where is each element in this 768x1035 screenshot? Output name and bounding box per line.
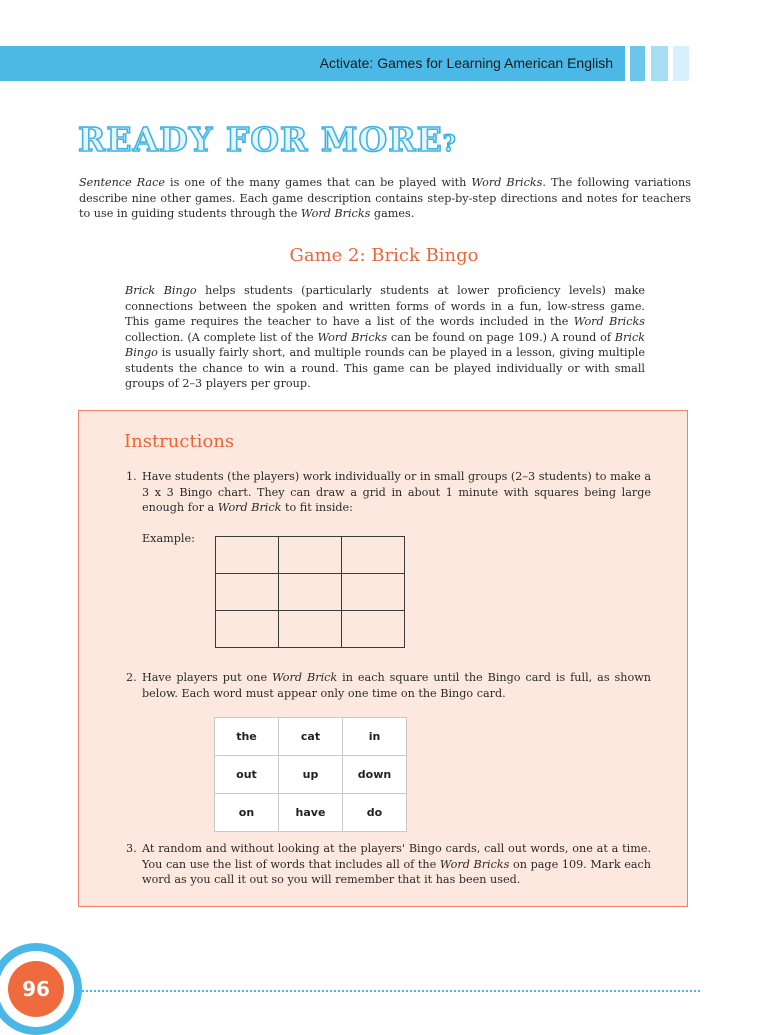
bingo-word: have bbox=[279, 794, 343, 832]
step-text bbox=[142, 670, 651, 701]
step-text-part: Have players put one bbox=[142, 671, 273, 684]
intro-text: . The following variations describe nine other games. Each game description contains step-by-step directions and notes for teachers to use in guiding students through the bbox=[79, 176, 691, 220]
intro-word-bricks: Word Bricks bbox=[300, 207, 371, 220]
header-stripe bbox=[651, 46, 668, 81]
game-description bbox=[125, 283, 645, 392]
instruction-step-3 bbox=[126, 841, 651, 888]
footer-dotted-rule bbox=[82, 990, 700, 992]
step-text-word-brick: Word Brick bbox=[217, 501, 282, 514]
bingo-word: up bbox=[279, 756, 343, 794]
step-number: 3. bbox=[126, 842, 137, 855]
intro-paragraph bbox=[79, 175, 691, 222]
step-text bbox=[142, 469, 651, 516]
desc-text: is usually fairly short, and multiple rounds can be played in a lesson, giving multiple students the chance to win a round. This game can be played individually or with small groups of 2–3 players per group. bbox=[125, 346, 645, 390]
grid-cell bbox=[342, 611, 405, 648]
grid-cell bbox=[216, 574, 279, 611]
desc-text: collection. (A complete list of the bbox=[125, 330, 318, 344]
game-title: Game 2: Brick Bingo bbox=[289, 245, 479, 266]
grid-cell bbox=[279, 574, 342, 611]
grid-cell bbox=[342, 537, 405, 574]
step-text-part: At random and without looking at the players' Bingo cards, call out words, one at a time. You can use the list of words that includes all of the bbox=[142, 842, 651, 871]
section-title-text: READY FOR MORE bbox=[78, 120, 443, 159]
bingo-word: out bbox=[215, 756, 279, 794]
header-title: Activate: Games for Learning American English bbox=[319, 55, 613, 71]
section-title bbox=[78, 120, 457, 159]
desc-word-bricks: Word Bricks bbox=[317, 330, 388, 344]
section-title-mark: ? bbox=[442, 131, 457, 157]
instructions-heading: Instructions bbox=[124, 431, 235, 452]
step-text bbox=[142, 841, 651, 888]
instruction-step-1 bbox=[126, 469, 651, 516]
desc-text: helps students (particularly students at lower proficiency levels) make connections between the spoken and written forms of words in a fun, low-stress game. This game requires the teacher to have a list of the words included in the bbox=[125, 284, 646, 328]
bingo-word: do bbox=[343, 794, 407, 832]
grid-cell bbox=[342, 574, 405, 611]
step-text-part: to fit inside: bbox=[281, 501, 353, 514]
desc-word-bricks: Word Bricks bbox=[573, 315, 646, 328]
instructions-box bbox=[78, 410, 688, 907]
bingo-word: the bbox=[215, 718, 279, 756]
step-text-part: in each square until the Bingo card is full, as shown below. Each word must appear only one time on the Bingo card. bbox=[142, 671, 651, 700]
intro-text: is one of the many games that can be played with bbox=[164, 176, 472, 189]
step-text-part: Have students (the players) work individually or in small groups (2–3 students) to make a 3 x 3 Bingo chart. They can draw a grid in about 1 minute with squares being large enough for a bbox=[142, 470, 651, 514]
empty-bingo-grid bbox=[215, 536, 405, 648]
desc-game-name: Brick Bingo bbox=[125, 330, 645, 359]
header-stripe bbox=[630, 46, 645, 81]
bingo-word: down bbox=[343, 756, 407, 794]
grid-cell bbox=[216, 611, 279, 648]
intro-game-name: Sentence Race bbox=[79, 176, 165, 189]
bingo-word: on bbox=[215, 794, 279, 832]
step-text-word-brick: Word Brick bbox=[272, 671, 338, 684]
step-text-word-brick: Word Bricks bbox=[439, 857, 510, 871]
grid-cell bbox=[216, 537, 279, 574]
grid-cell bbox=[279, 537, 342, 574]
bingo-card bbox=[214, 717, 407, 832]
example-label: Example: bbox=[142, 532, 195, 545]
intro-text: games. bbox=[370, 207, 415, 220]
header-band bbox=[0, 46, 625, 81]
intro-word-bricks: Word Bricks bbox=[471, 176, 543, 189]
step-text-part: on page 109. Mark each word as you call it out so you will remember that it has been used. bbox=[142, 857, 651, 886]
header-stripe bbox=[673, 46, 689, 81]
step-number: 1. bbox=[126, 470, 137, 483]
page-number: 96 bbox=[8, 961, 64, 1017]
desc-text: can be found on page 109.) A round of bbox=[387, 330, 615, 344]
bingo-word: in bbox=[343, 718, 407, 756]
bingo-word: cat bbox=[279, 718, 343, 756]
instruction-step-2 bbox=[126, 670, 651, 701]
grid-cell bbox=[279, 611, 342, 648]
desc-game-name: Brick Bingo bbox=[125, 284, 197, 297]
step-number: 2. bbox=[126, 671, 137, 684]
